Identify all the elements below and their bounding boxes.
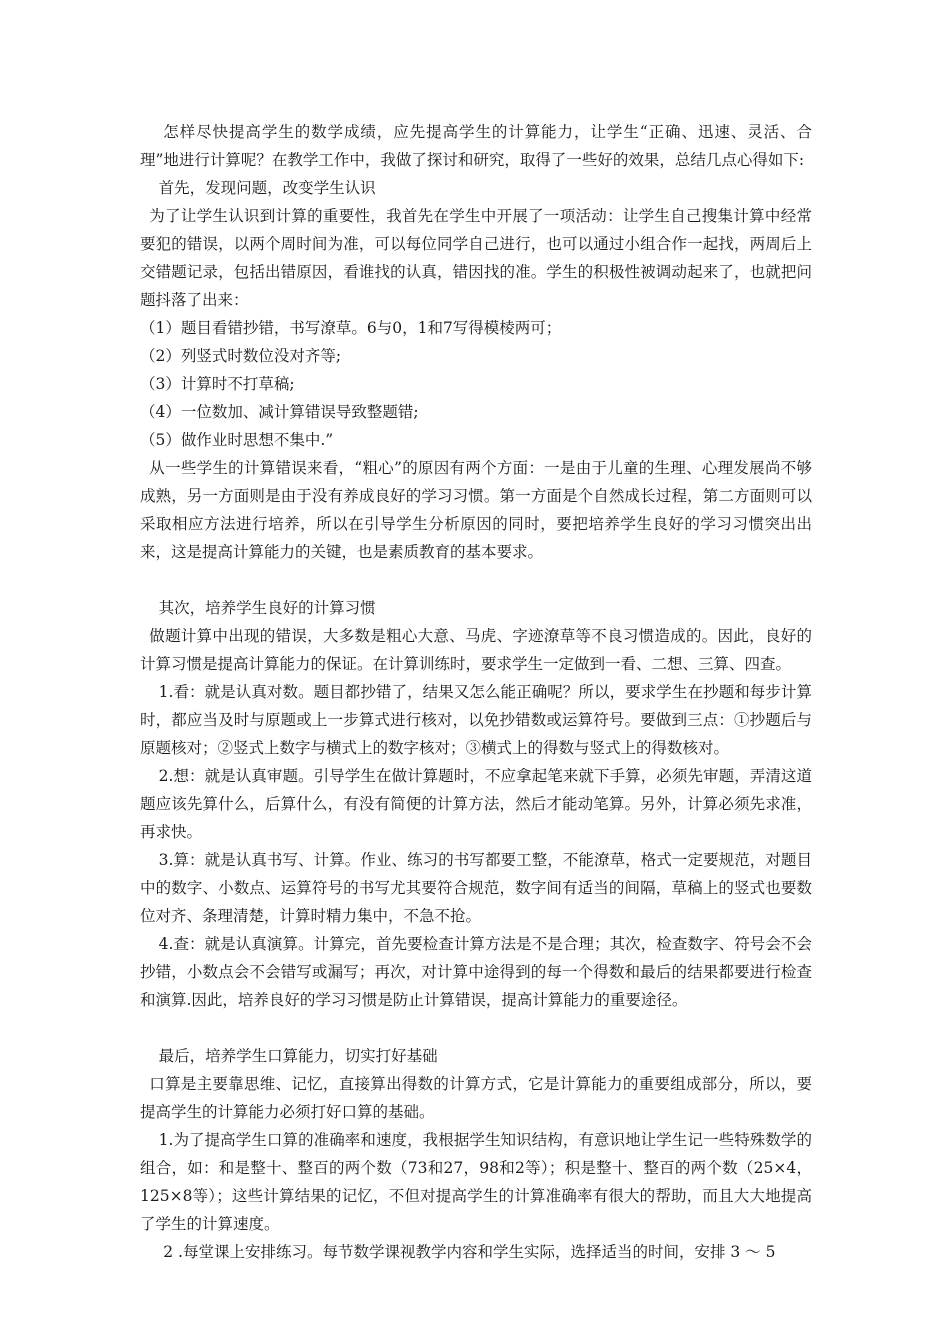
paragraph-analysis: 从一些学生的计算错误来看，“粗心”的原因有两个方面：一是由于儿童的生理、心理发展尚不够成熟，另一方面则是由于没有养成良好的学习习惯。第一方面是个自然成长过程，第二方面则可以采取相应方法进行培养，所以在引导学生分析原因的同时，要把培养学生良好的学习习惯突出出来，这是提高计算能力的关键，也是素质教育的基本要求。 — [140, 459, 812, 561]
section-heading-second: 其次，培养学生良好的计算习惯 — [158, 599, 376, 617]
list-item-1: （1）题目看错抄错，书写潦草。6与0，1和7写得模棱两可； — [140, 319, 562, 337]
paragraph-think: 2.想：就是认真审题。引导学生在做计算题时，不应拿起笔来就下手算，必须先审题，弄清这道题应该先算什么，后算什么，有没有简便的计算方法，然后才能动笔算。另外，计算必须先求准，再求快。 — [140, 767, 812, 841]
list-item-3: （3）计算时不打草稿; — [140, 375, 295, 393]
paragraph-habits: 做题计算中出现的错误，大多数是粗心大意、马虎、字迹潦草等不良习惯造成的。因此，良好的计算习惯是提高计算能力的保证。在计算训练时，要求学生一定做到一看、二想、三算、四查。 — [140, 627, 812, 673]
intro-paragraph: 怎样尽快提高学生的数学成绩，应先提高学生的计算能力，让学生“正确、迅速、灵活、合理”地进行计算呢？在教学工作中，我做了探讨和研究，取得了一些好的效果，总结几点心得如下: — [140, 123, 812, 169]
section-heading-last: 最后，培养学生口算能力，切实打好基础 — [158, 1047, 438, 1065]
list-item-5: （5）做作业时思想不集中.” — [140, 431, 334, 449]
paragraph-combinations: 1.为了提高学生口算的准确率和速度，我根据学生知识结构，有意识地让学生记一些特殊数学的组合，如：和是整十、整百的两个数（73和27，98和2等）；积是整十、整百的两个数（25×4，125×8等）；这些计算结果的记忆，不但对提高学生的计算准确率有很大的帮助，而且大大地提高了学生的计算速度。 — [140, 1131, 812, 1233]
list-item-2: （2）列竖式时数位没对齐等; — [140, 347, 342, 365]
paragraph-practice: 2 .每堂课上安排练习。每节数学课视教学内容和学生实际，选择适当的时间，安排 3 ～ 5 — [163, 1243, 776, 1261]
blank-line — [140, 1014, 812, 1042]
blank-line — [140, 566, 812, 594]
paragraph-check: 4.查：就是认真演算。计算完，首先要检查计算方法是不是合理；其次，检查数字、符号会不会抄错，小数点会不会错写或漏写；再次，对计算中途得到的每一个得数和最后的结果都要进行检查和演算.因此，培养良好的学习习惯是防止计算错误，提高计算能力的重要途径。 — [140, 935, 812, 1009]
paragraph-calculate: 3.算：就是认真书写、计算。作业、练习的书写都要工整，不能潦草，格式一定要规范，对题目中的数字、小数点、运算符号的书写尤其要符合规范，数字间有适当的间隔，草稿上的竖式也要数位对齐、条理清楚，计算时精力集中，不急不抢。 — [140, 851, 812, 925]
document-body — [140, 118, 812, 1266]
list-item-4: （4）一位数加、减计算错误导致整题错; — [140, 403, 419, 421]
section-heading-first: 首先，发现问题，改变学生认识 — [158, 179, 376, 197]
paragraph-look: 1.看：就是认真对数。题目都抄错了，结果又怎么能正确呢？所以，要求学生在抄题和每步计算时，都应当及时与原题或上一步算式进行核对，以免抄错数或运算符号。要做到三点：①抄题后与原题核对；②竖式上数字与横式上的数字核对；③横式上的得数与竖式上的得数核对。 — [140, 683, 812, 757]
paragraph-activity: 为了让学生认识到计算的重要性，我首先在学生中开展了一项活动：让学生自己搜集计算中经常要犯的错误，以两个周时间为准，可以每位同学自己进行，也可以通过小组合作一起找，两周后上交错题记录，包括出错原因，看谁找的认真，错因找的准。学生的积极性被调动起来了，也就把问题抖落了出来： — [140, 207, 812, 309]
paragraph-mental-math: 口算是主要靠思维、记忆，直接算出得数的计算方式，它是计算能力的重要组成部分，所以，要提高学生的计算能力必须打好口算的基础。 — [140, 1075, 812, 1121]
